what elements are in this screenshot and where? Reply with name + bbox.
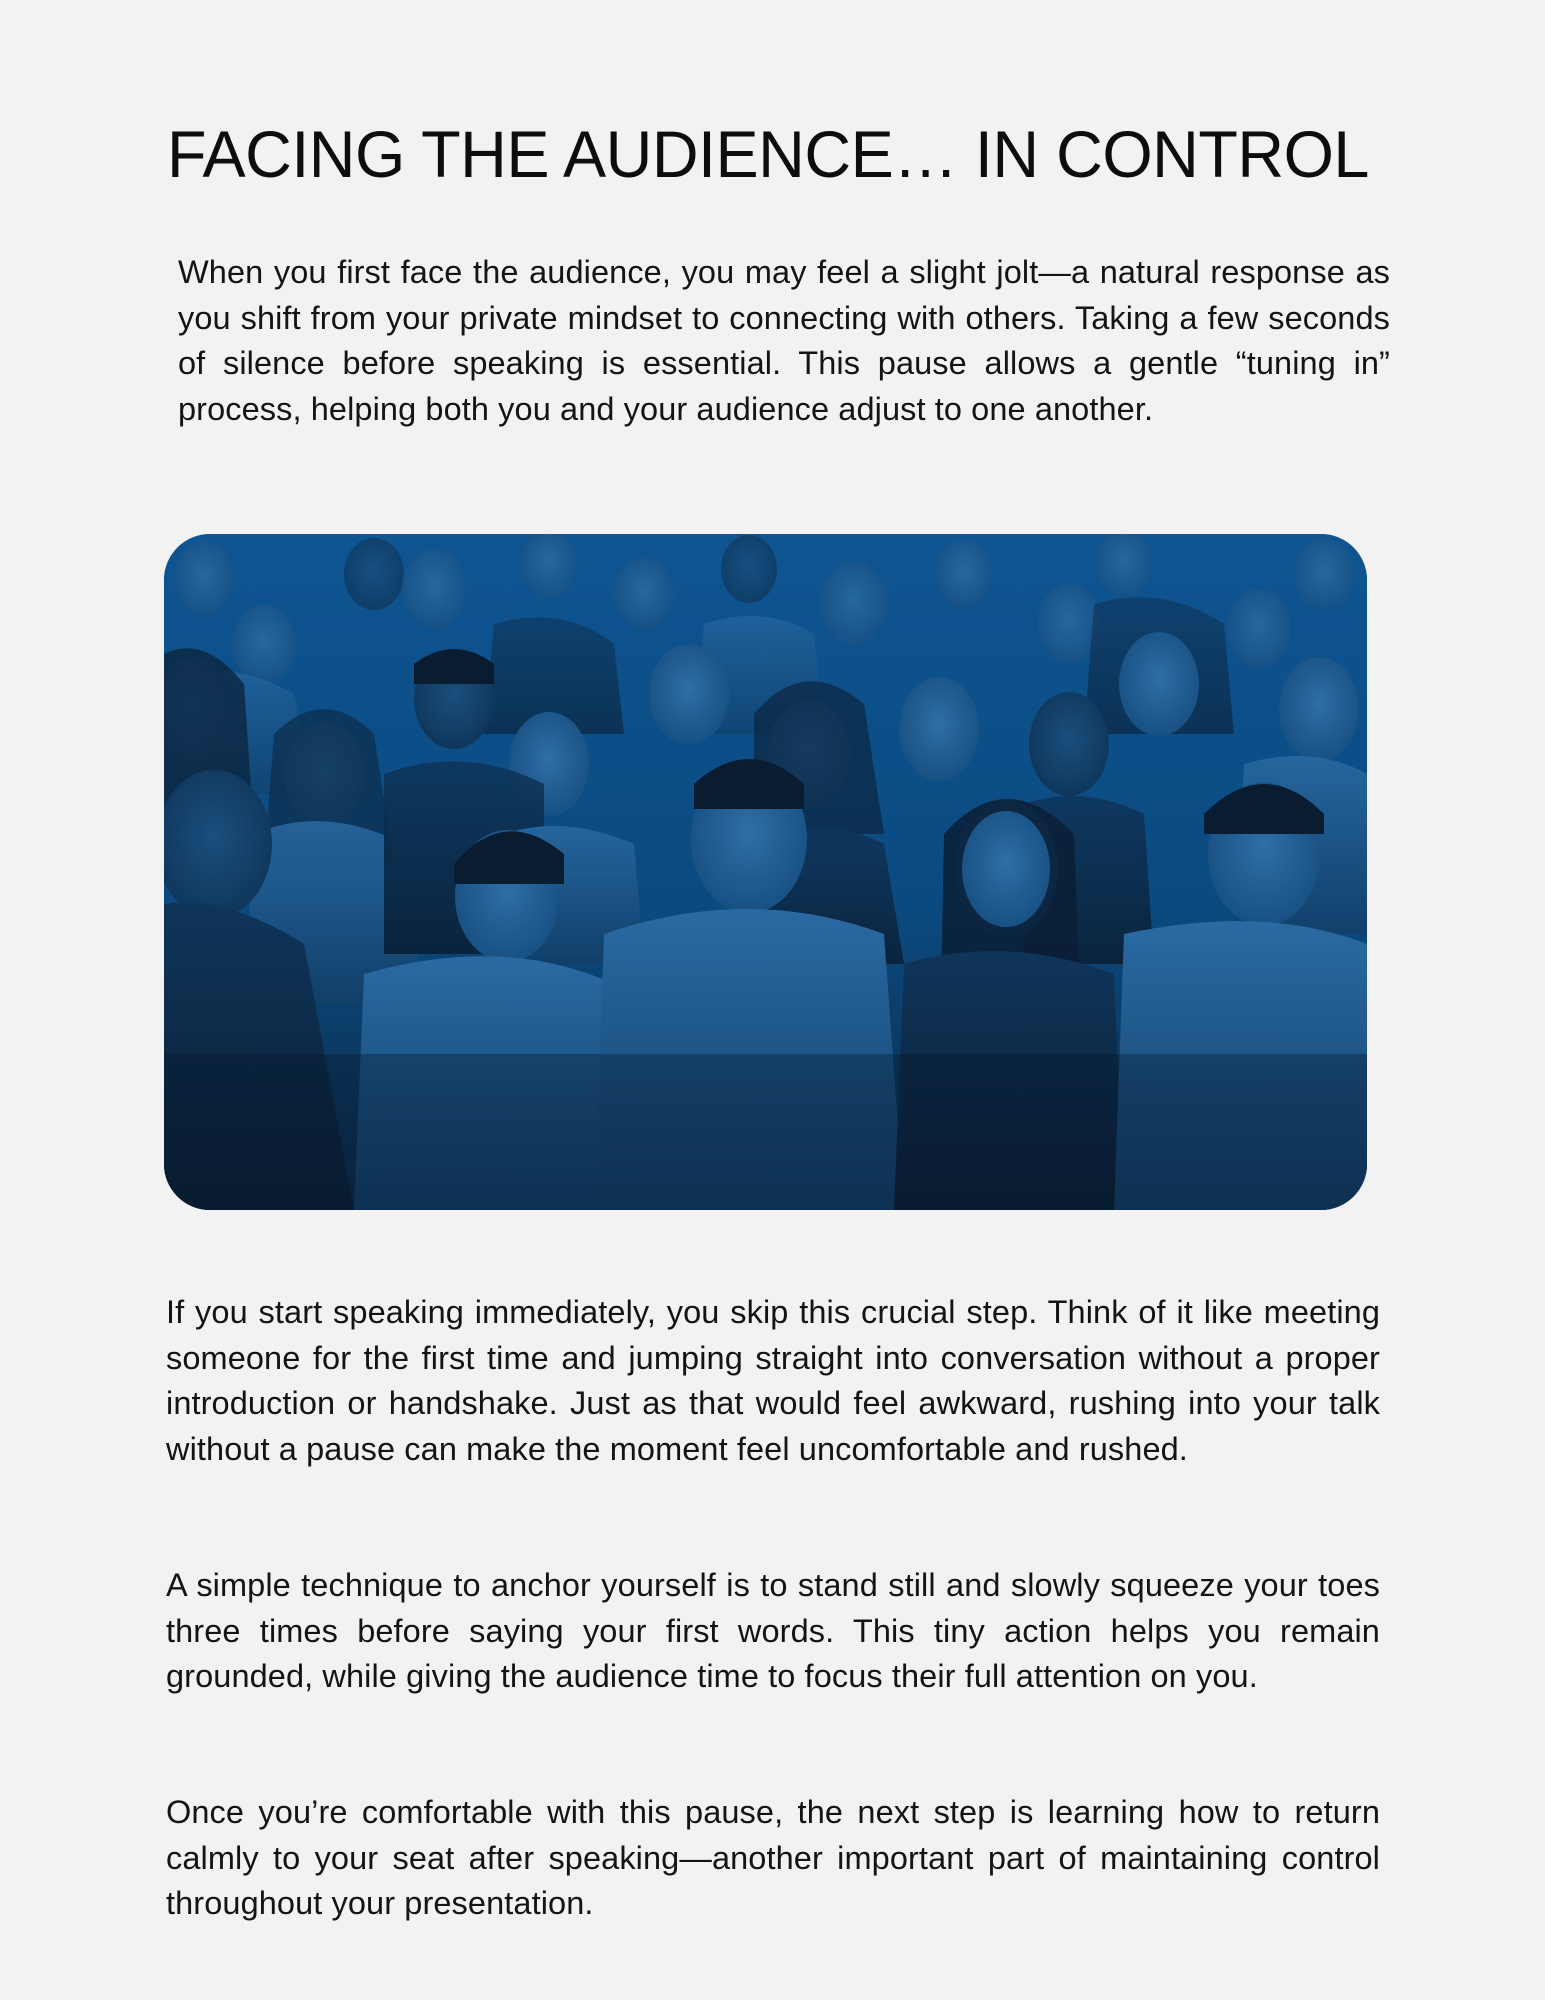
intro-paragraph: When you first face the audience, you may feel a slight jolt—a natural response as you shift from your private mindset to connecting with others. Taking a few seconds of silence before speaking is essential. This pause allows a gentle “tuning in” process, helping both you and your audience adjust to one another. <box>178 254 1390 427</box>
page-title: FACING THE AUDIENCE… IN CONTROL <box>167 117 1369 191</box>
body-paragraph-1: If you start speaking immediately, you skip this crucial step. Think of it like meeting someone for the first time and jumping straight into conversation without a proper introduction or handshake. Just as that would feel awkward, rushing into your talk without a pause can make the moment feel uncomfortable and rushed. <box>166 1294 1380 1467</box>
body-paragraph-2: A simple technique to anchor yourself is to stand still and slowly squeeze your toes three times before saying your first words. This tiny action helps you remain grounded, while giving the audience time to focus their full attention on you. <box>166 1567 1380 1694</box>
audience-photo <box>164 534 1367 1210</box>
body-paragraph-3: Once you’re comfortable with this pause, the next step is learning how to return calmly to your seat after speaking—another important part of maintaining control throughout your presentation. <box>166 1794 1380 1921</box>
crowd-illustration-icon <box>164 534 1367 1210</box>
